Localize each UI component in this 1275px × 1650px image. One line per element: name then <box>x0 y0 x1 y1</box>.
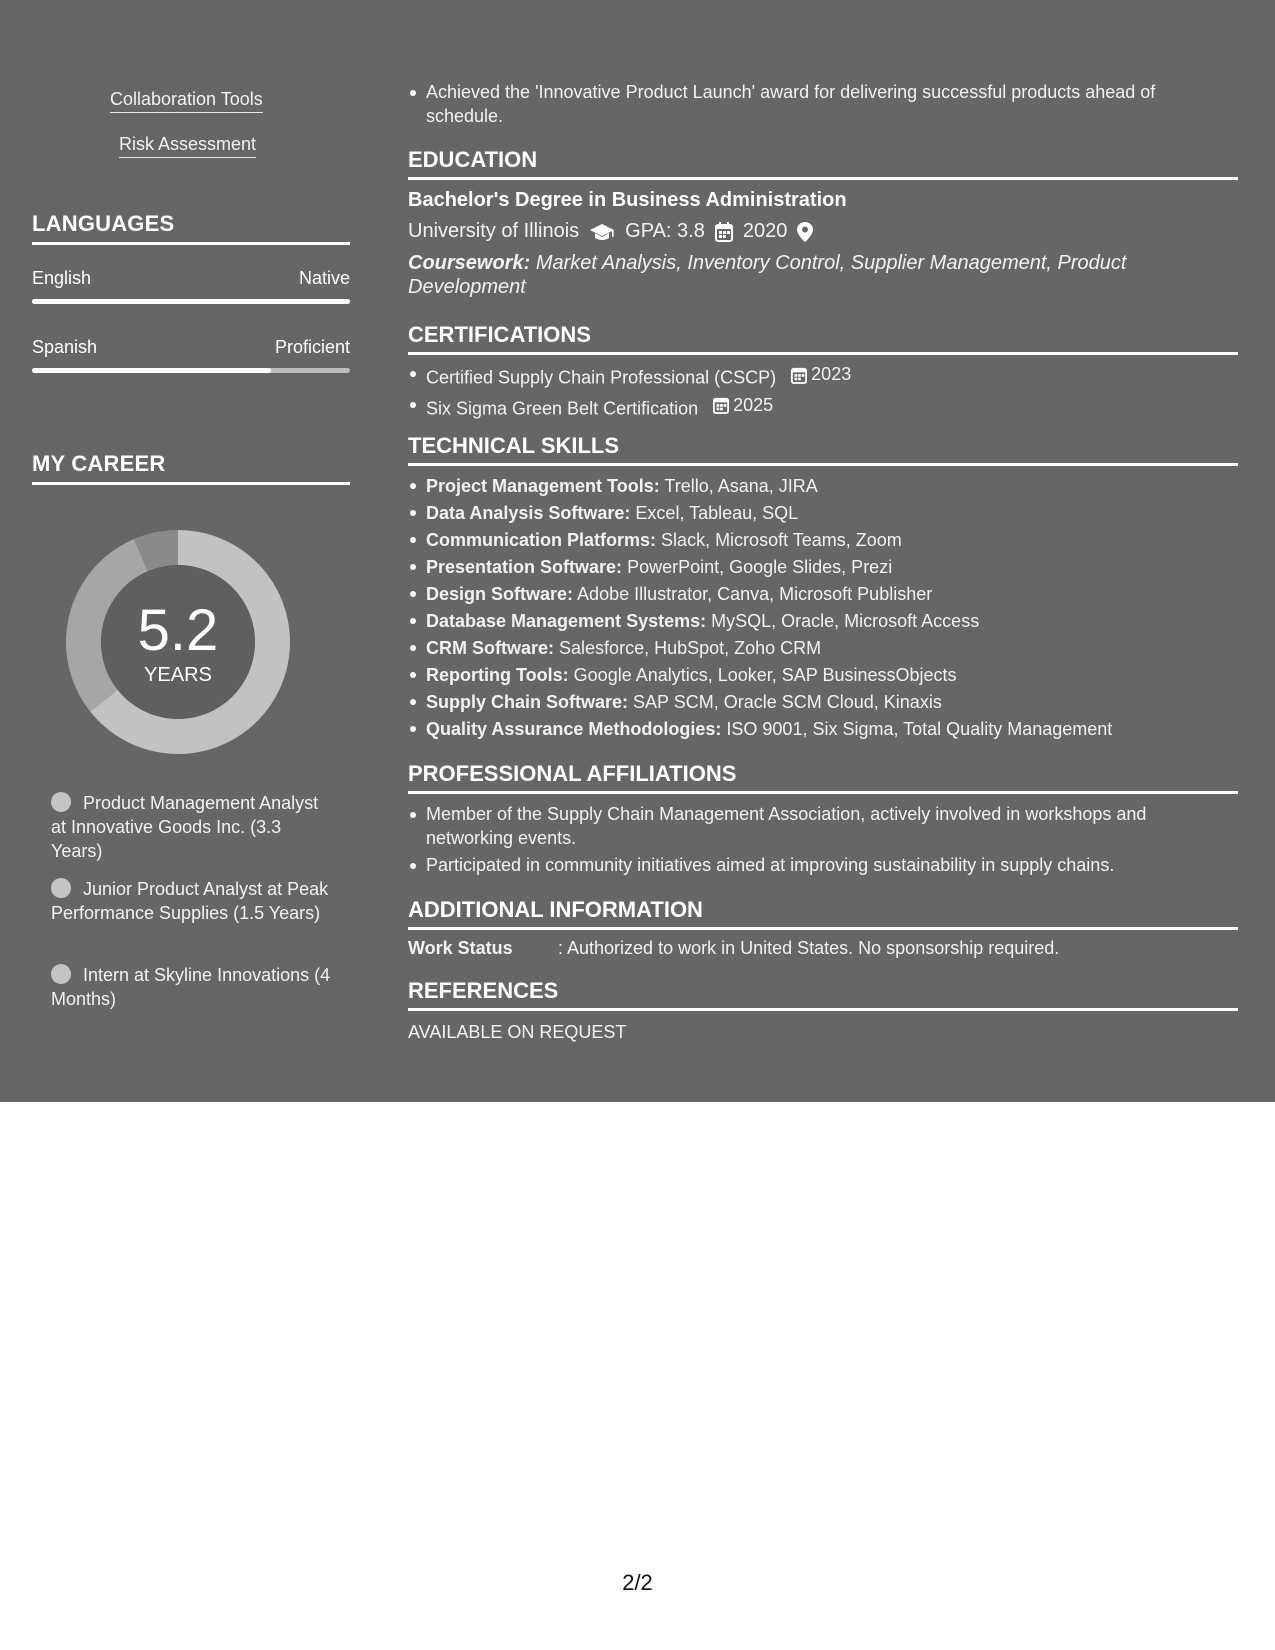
certifications-list <box>408 361 1226 422</box>
certification-item <box>426 392 1226 423</box>
technical-skill-item <box>426 608 1226 635</box>
skill-values: Google Analytics, Looker, SAP BusinessObjects <box>573 665 957 685</box>
additional-info-heading: ADDITIONAL INFORMATION <box>408 897 1238 930</box>
skill-category: Data Analysis Software: <box>426 503 631 523</box>
certification-year: 2023 <box>811 364 852 384</box>
skill-values: Trello, Asana, JIRA <box>664 476 818 496</box>
work-status-value: : Authorized to work in United States. No sponsorship required. <box>558 938 1060 958</box>
skill-values: SAP SCM, Oracle SCM Cloud, Kinaxis <box>633 692 942 712</box>
languages-heading: LANGUAGES <box>32 211 350 245</box>
degree-title: Bachelor's Degree in Business Administration <box>408 189 847 211</box>
calendar-icon <box>715 222 733 242</box>
career-heading: MY CAREER <box>32 451 350 485</box>
skill-values: PowerPoint, Google Slides, Prezi <box>627 557 893 577</box>
skill-category: Design Software: <box>426 584 574 604</box>
skill-category: Presentation Software: <box>426 557 623 577</box>
references-text: AVAILABLE ON REQUEST <box>408 1022 627 1042</box>
career-years-label: YEARS <box>144 664 212 686</box>
skill-values: Slack, Microsoft Teams, Zoom <box>661 530 902 550</box>
coursework <box>408 251 1168 299</box>
calendar-icon <box>713 396 729 414</box>
experience-bullets <box>408 80 1226 128</box>
skill-values: ISO 9001, Six Sigma, Total Quality Management <box>726 719 1113 739</box>
skill-category: Reporting Tools: <box>426 665 569 685</box>
references-heading: REFERENCES <box>408 978 1238 1011</box>
certifications-heading: CERTIFICATIONS <box>408 322 1238 355</box>
skill-values: Adobe Illustrator, Canva, Microsoft Publisher <box>577 584 933 604</box>
career-item <box>51 791 331 863</box>
graduation-year: 2020 <box>742 220 788 242</box>
language-name: English <box>32 268 92 288</box>
language-proficiency-bar <box>32 368 350 373</box>
calendar-icon <box>791 366 807 384</box>
language-proficiency-bar <box>32 299 350 304</box>
affiliation-item: Member of the Supply Chain Management Association, actively involved in workshops and networking events. <box>426 802 1226 850</box>
certification-name: Certified Supply Chain Professional (CSCP) <box>426 367 777 388</box>
technical-skill-item <box>426 500 1226 527</box>
skill-category: Project Management Tools: <box>426 476 660 496</box>
skill-category: Database Management Systems: <box>426 611 707 631</box>
career-dot-icon <box>51 792 71 812</box>
career-item-text: Intern at Skyline Innovations (4 Months) <box>51 965 331 1009</box>
technical-skill-item <box>426 716 1226 743</box>
career-item-text: Junior Product Analyst at Peak Performance Supplies (1.5 Years) <box>51 879 329 923</box>
technical-skill-item <box>426 581 1226 608</box>
gpa: GPA: 3.8 <box>625 220 705 242</box>
certification-name: Six Sigma Green Belt Certification <box>426 398 699 418</box>
technical-skill-item <box>426 662 1226 689</box>
school-name: University of Illinois <box>408 220 580 242</box>
technical-skill-item <box>426 554 1226 581</box>
skill-category: Communication Platforms: <box>426 530 657 550</box>
work-status-label: Work Status <box>408 938 513 958</box>
language-level: Proficient <box>274 337 350 357</box>
education-details <box>408 220 813 243</box>
experience-bullet: Achieved the 'Innovative Product Launch' award for delivering successful products ahead of schedule. <box>426 80 1226 128</box>
skill-category: CRM Software: <box>426 638 555 658</box>
career-item <box>51 963 331 1011</box>
page-number: 2/2 <box>622 1570 653 1595</box>
education-heading: EDUCATION <box>408 147 1238 180</box>
coursework-list: Market Analysis, Inventory Control, Supplier Management, Product Development <box>408 252 1127 298</box>
language-proficiency-fill <box>32 368 271 373</box>
career-item-text: Product Management Analyst at Innovative Goods Inc. (3.3 Years) <box>51 793 319 861</box>
career-dot-icon <box>51 964 71 984</box>
location-pin-icon <box>797 222 813 242</box>
skill-item: Collaboration Tools <box>110 89 263 113</box>
career-total-years: 5.2 <box>137 598 219 663</box>
technical-skill-item <box>426 527 1226 554</box>
certification-year: 2025 <box>733 394 774 415</box>
skill-values: MySQL, Oracle, Microsoft Access <box>711 611 980 631</box>
skill-item: Risk Assessment <box>119 134 256 158</box>
career-dot-icon <box>51 878 71 898</box>
skill-values: Salesforce, HubSpot, Zoho CRM <box>559 638 822 658</box>
affiliation-item: Participated in community initiatives aimed at improving sustainability in supply chains. <box>426 853 1226 877</box>
certification-item <box>426 361 1226 392</box>
work-status <box>408 938 1059 959</box>
technical-skill-item <box>426 635 1226 662</box>
language-name: Spanish <box>32 337 98 357</box>
technical-skills-list <box>408 473 1226 743</box>
technical-skill-item <box>426 689 1226 716</box>
technical-skills-heading: TECHNICAL SKILLS <box>408 433 1238 466</box>
technical-skill-item <box>426 473 1226 500</box>
language-level: Native <box>298 268 350 288</box>
skill-category: Quality Assurance Methodologies: <box>426 719 722 739</box>
graduation-cap-icon <box>589 222 615 242</box>
skill-values: Excel, Tableau, SQL <box>635 503 799 523</box>
language-proficiency-fill <box>32 299 350 304</box>
coursework-label: Coursework: <box>408 252 531 274</box>
affiliations-heading: PROFESSIONAL AFFILIATIONS <box>408 761 1238 794</box>
skill-category: Supply Chain Software: <box>426 692 629 712</box>
affiliations-list <box>408 802 1226 877</box>
career-item <box>51 877 331 925</box>
